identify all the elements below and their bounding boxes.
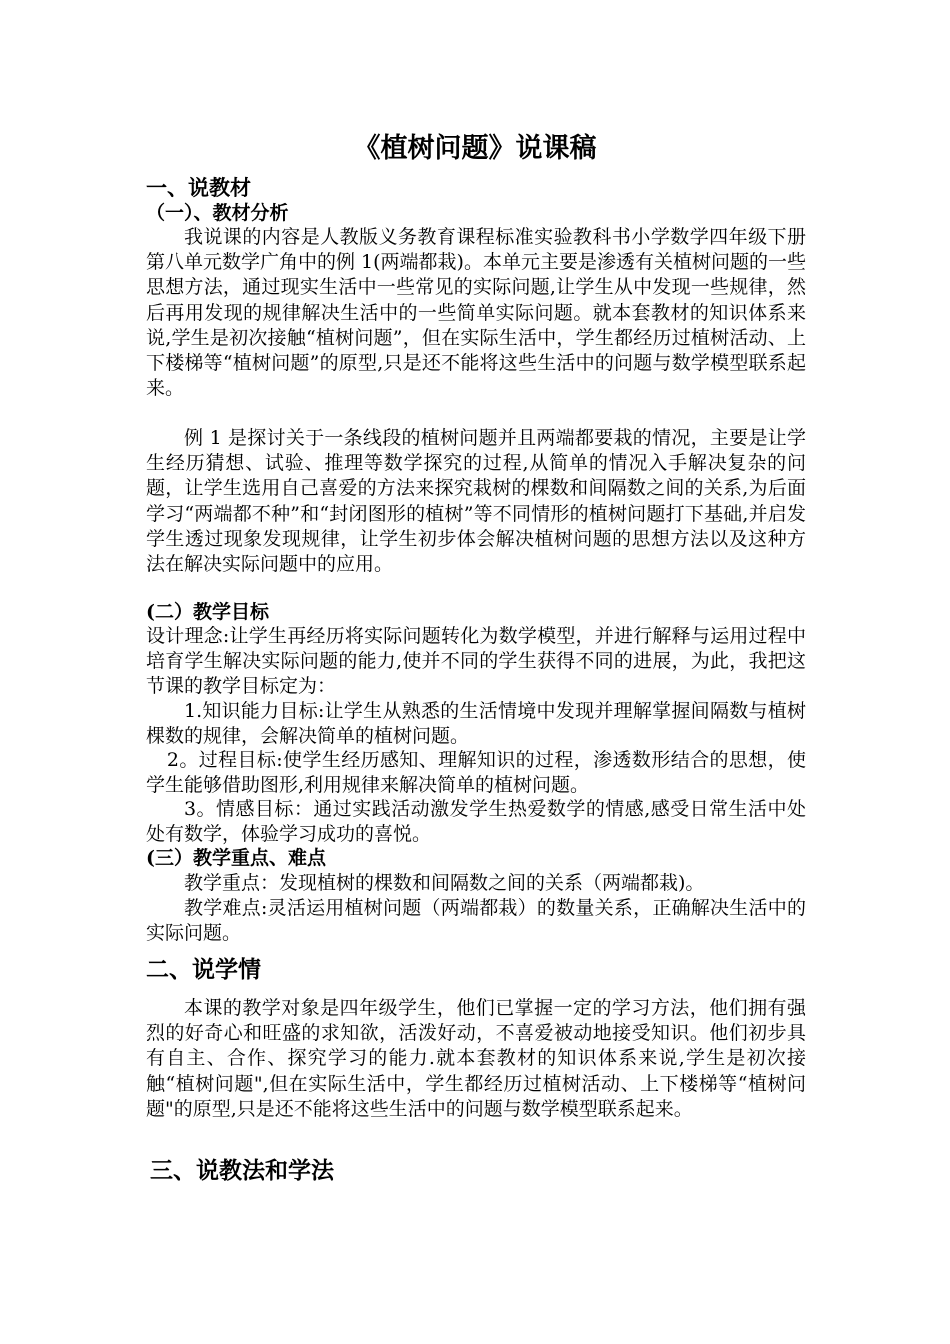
paragraph-goal-process: 2。过程目标:使学生经历感知、理解知识的过程，渗透数形结合的思想，使学生能够借助图形,利用规律来解决简单的植树问题。	[146, 749, 806, 797]
document-title: 《植树问题》说课稿	[353, 133, 597, 164]
paragraph-difficult-point: 教学难点:灵活运用植树问题（两端都栽）的数量关系，正确解决生活中的实际问题。	[146, 897, 806, 945]
paragraph-textbook-analysis-2: 例 1 是探讨关于一条线段的植树问题并且两端都要栽的情况，主要是让学生经历猜想、试验、推理等数学探究的过程,从简单的情况入手解决复杂的问题，让学生选用自己喜爱的方法来探究栽树的棵数和间隔数之间的关系,为后面学习“两端都不种”和“封闭图形的植树”等不同情形的植树问题打下基础,并启发学生透过现象发现规律，让学生初步体会解决植树问题的思想方法以及这种方法在解决实际问题中的应用。	[146, 427, 806, 576]
paragraph-textbook-analysis-1: 我说课的内容是人教版义务教育课程标准实验教科书小学数学四年级下册第八单元数学广角中的例 1(两端都栽)。本单元主要是渗透有关植树问题的一些思想方法，通过现实生活中一些常见的实际问题,让学生从中发现一些规律，然后再用发现的规律解决生活中的一些简单实际问题。就本套教材的知识体系来说,学生是初次接触“植树问题”，但在实际生活中，学生都经历过植树活动、上下楼梯等“植树问题”的原型,只是还不能将这些生活中的问题与数学模型联系起来。	[146, 226, 806, 400]
paragraph-design-concept: 设计理念:让学生再经历将实际问题转化为数学模型，并进行解释与运用过程中培育学生解决实际问题的能力,使并不同的学生获得不同的进展，为此，我把这节课的教学目标定为：	[146, 625, 806, 698]
paragraph-goal-emotion: 3。情感目标：通过实践活动激发学生热爱数学的情感,感受日常生活中处处有数学，体验学习成功的喜悦。	[146, 798, 806, 846]
paragraph-key-point: 教学重点：发现植树的棵数和间隔数之间的关系（两端都栽)。	[184, 872, 705, 894]
paragraph-students: 本课的教学对象是四年级学生，他们已掌握一定的学习方法，他们拥有强烈的好奇心和旺盛的求知欲，活泼好动，不喜爱被动地接受知识。他们初步具有自主、合作、探究学习的能力.就本套教材的知识体系来说,学生是初次接触“植树问题",但在实际生活中，学生都经历过植树活动、上下楼梯等“植树问题"的原型,只是还不能将这些生活中的问题与数学模型联系起来。	[146, 997, 806, 1120]
subheading-key-points: (三）教学重点、难点	[146, 847, 326, 869]
subheading-teaching-goals: (二）教学目标	[146, 601, 269, 623]
section-heading-methods: 三、说教法和学法	[150, 1157, 334, 1184]
section-heading-students: 二、说学情	[146, 956, 261, 983]
paragraph-goal-knowledge: 1.知识能力目标:让学生从熟悉的生活情境中发现并理解掌握间隔数与植树棵数的规律，会解决简单的植树问题。	[146, 700, 806, 748]
subheading-textbook-analysis: （一）、教材分析	[146, 202, 289, 224]
section-heading-textbook: 一、说教材	[146, 175, 251, 200]
